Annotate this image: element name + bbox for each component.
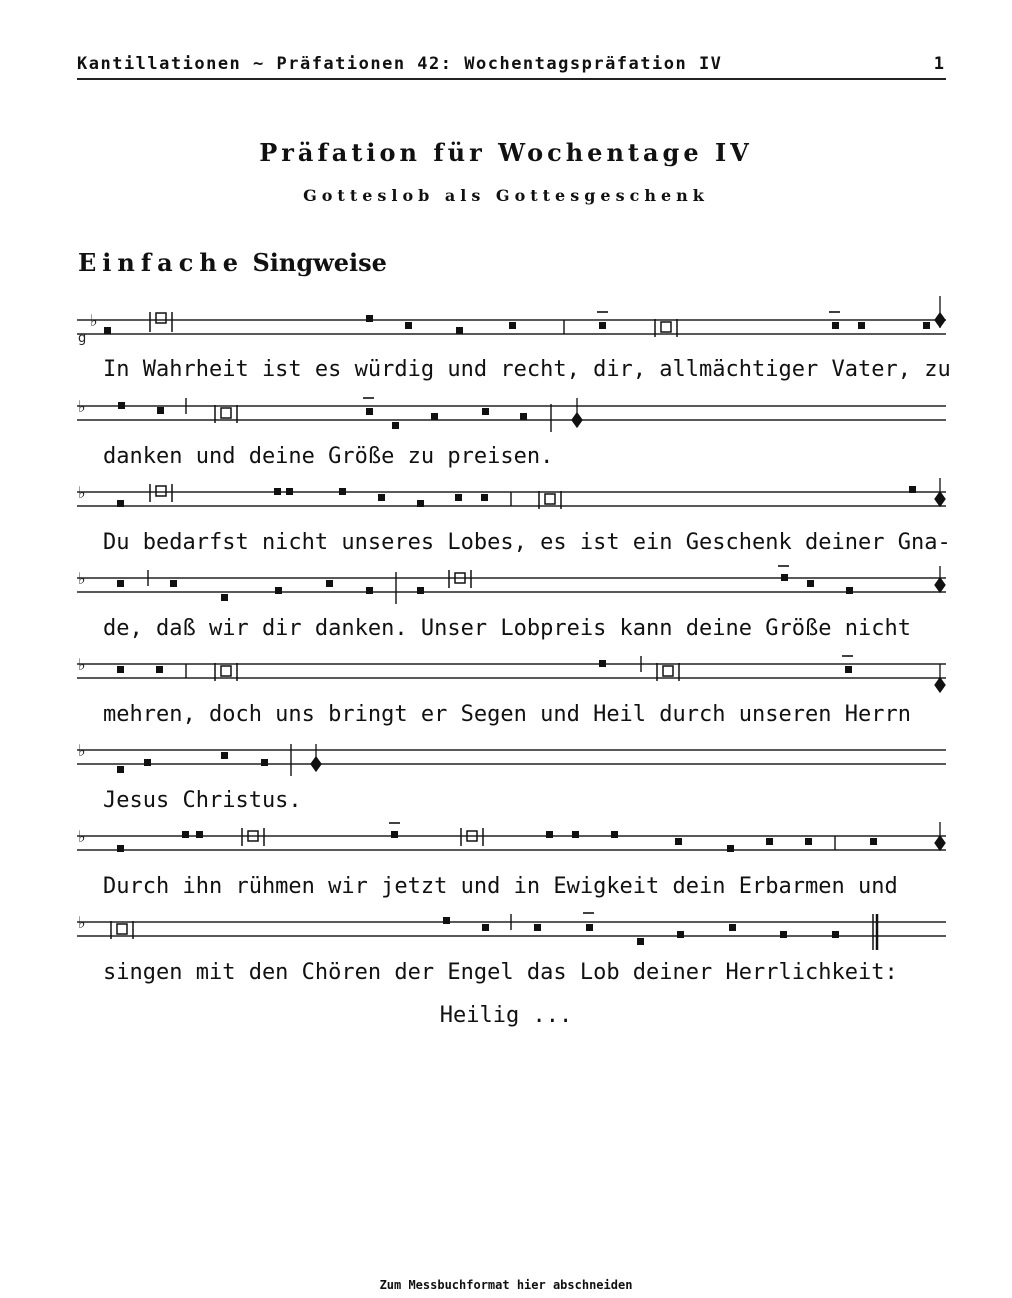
- running-title: Kantillationen ~ Präfationen 42: Wochentagspräfation IV: [77, 54, 723, 74]
- lyric-line-5: mehren, doch uns bringt er Segen und Heil durch unseren Herrn: [103, 702, 911, 727]
- section-heading-spaced: Einfache: [78, 248, 245, 277]
- clef-flat: ♭: [78, 741, 86, 760]
- clef-flat: ♭: [78, 913, 86, 932]
- closing-incipit: Heilig ...: [439, 1003, 573, 1028]
- cut-line-note: Zum Messbuchformat hier abschneiden: [379, 1278, 633, 1292]
- lyric-line-3: Du bedarfst nicht unseres Lobes, es ist ein Geschenk deiner Gna-: [103, 530, 951, 555]
- lyric-line-8: singen mit den Chören der Engel das Lob deiner Herrlichkeit:: [103, 960, 898, 985]
- lyric-line-7: Durch ihn rühmen wir jetzt und in Ewigkeit dein Erbarmen und: [103, 874, 898, 899]
- page-subtitle: Gotteslob als Gottesgeschenk: [303, 186, 709, 205]
- clef-flat: ♭: [90, 311, 98, 330]
- clef-flat: ♭: [78, 483, 86, 502]
- clef-flat: ♭: [78, 569, 86, 588]
- page-number: 1: [933, 54, 944, 74]
- clef-flat: ♭: [78, 827, 86, 846]
- lyric-line-1: In Wahrheit ist es würdig und recht, dir, allmächtiger Vater, zu: [103, 357, 951, 382]
- section-heading-rest: Singweise: [252, 248, 387, 277]
- clef-g: g: [78, 331, 87, 346]
- page-title: Präfation für Wochentage IV: [259, 138, 753, 167]
- final-double-bar: [873, 914, 877, 950]
- clef-flat: ♭: [78, 397, 86, 416]
- lyric-line-4: de, daß wir dir danken. Unser Lobpreis kann deine Größe nicht: [103, 616, 911, 641]
- episemata: [363, 312, 853, 913]
- lyric-line-6: Jesus Christus.: [103, 788, 302, 813]
- clef-flat: ♭: [78, 655, 86, 674]
- lyric-line-2: danken und deine Größe zu preisen.: [103, 444, 554, 469]
